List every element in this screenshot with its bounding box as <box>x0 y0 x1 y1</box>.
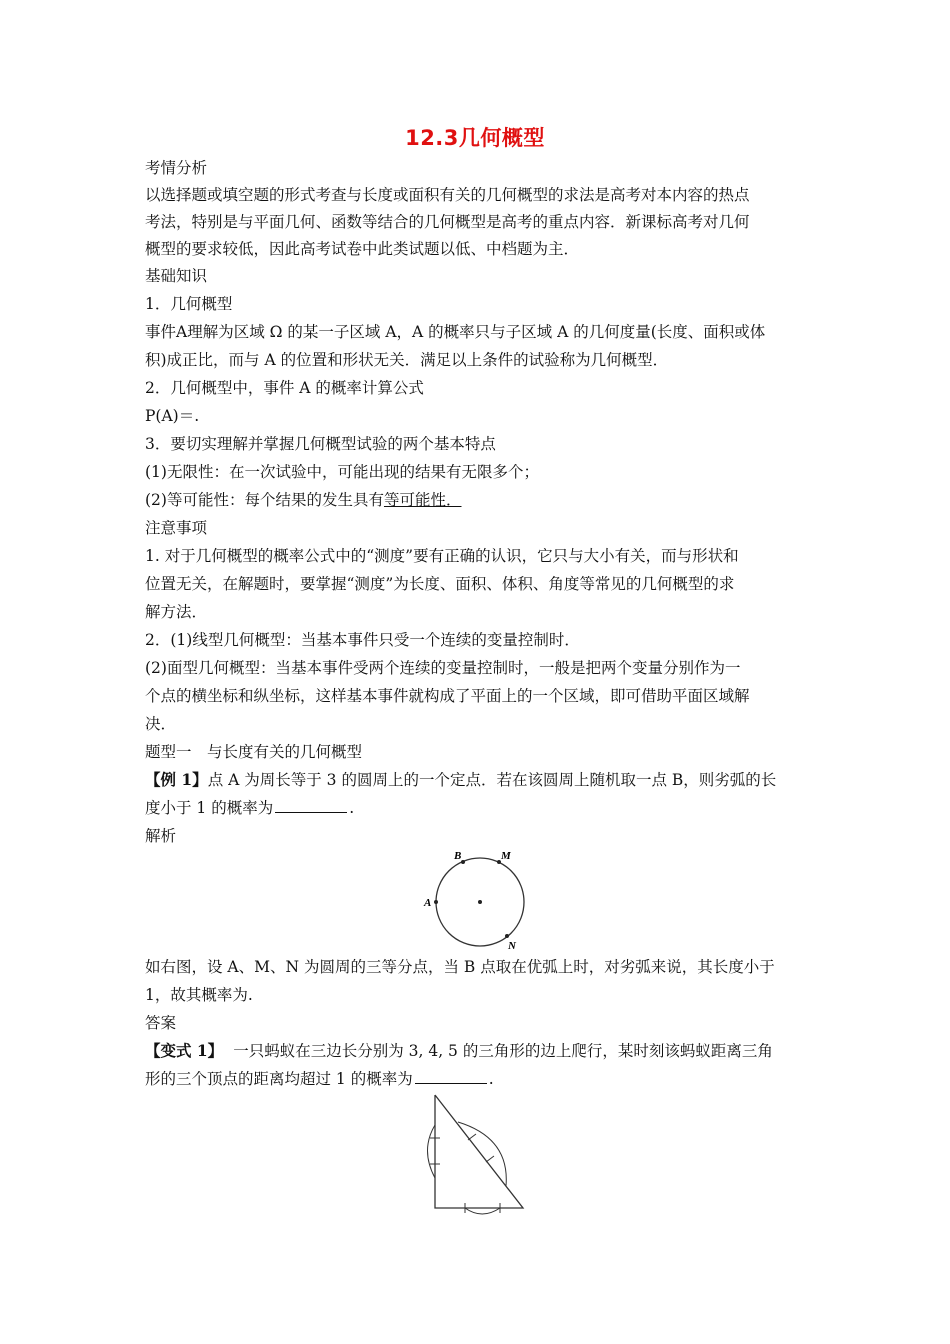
label-b: B <box>454 850 462 862</box>
punctuation: . <box>488 1070 494 1088</box>
triangle-diagram <box>420 1090 535 1220</box>
page-title: 12.3几何概型 <box>405 126 545 150</box>
heading-type-one: 题型一 与长度有关的几何概型 <box>145 743 363 761</box>
paragraph-line: 2．(1)线型几何概型：当基本事件只受一个连续的变量控制时． <box>145 631 580 649</box>
paragraph-line: (1)无限性：在一次试验中，可能出现的结果有无限多个； <box>145 463 539 481</box>
center-point <box>478 900 482 904</box>
label-m: M <box>501 850 511 862</box>
text-span: 形的三个顶点的距离均超过 1 的概率为 <box>145 1070 413 1088</box>
paragraph-line: 解方法． <box>145 603 208 621</box>
heading-exam-analysis: 考情分析 <box>145 159 208 177</box>
paragraph-line: 个点的横坐标和纵坐标，这样基本事件就构成了平面上的一个区域，即可借助平面区域解 <box>145 687 750 705</box>
example-1-text: 点 A 为周长等于 3 的圆周上的一个定点．若在该圆周上随机取一点 B，则劣弧的长 <box>207 771 777 789</box>
subheading: 3．要切实理解并掌握几何概型试验的两个基本特点 <box>145 435 496 453</box>
example-1-label: 【例 1】 <box>145 770 208 789</box>
point-n <box>505 934 509 938</box>
paragraph-line <box>145 490 461 510</box>
answer-blank <box>275 800 347 813</box>
tick <box>486 1156 494 1162</box>
subheading: 2．几何概型中，事件 A 的概率计算公式 <box>145 379 424 397</box>
arc-left <box>428 1125 436 1178</box>
underlined-answer: 等可能性． <box>383 491 462 509</box>
heading-notes: 注意事项 <box>145 519 208 537</box>
circle-diagram <box>420 845 540 955</box>
arc-bottom <box>465 1208 500 1214</box>
variant-1-line <box>145 1041 773 1061</box>
paragraph-line: 以选择题或填空题的形式考查与长度或面积有关的几何概型的求法是高考对本内容的热点 <box>145 186 750 204</box>
paragraph-line: 积)成正比，而与 A 的位置和形状无关．满足以上条件的试验称为几何概型． <box>145 351 669 369</box>
subheading: 1．几何概型 <box>145 295 233 313</box>
text-span: (2)等可能性：每个结果的发生具有 <box>145 491 384 509</box>
paragraph-line: 1. 对于几何概型的概率公式中的“测度”要有正确的认识，它只与大小有关，而与形状和 <box>145 547 739 565</box>
point-a <box>434 900 438 904</box>
example-1-line <box>145 770 776 790</box>
example-1-line <box>145 798 354 818</box>
paragraph-line: 位置无关，在解题时，要掌握“测度”为长度、面积、体积、角度等常见的几何概型的求 <box>145 575 735 593</box>
answer-blank <box>415 1071 487 1084</box>
point-b <box>461 860 465 864</box>
paragraph-line: 事件A理解为区域 Ω 的某一子区域 A，A 的概率只与子区域 A 的几何度量(长度、面积或体 <box>145 323 766 341</box>
text-span: 度小于 1 的概率为 <box>145 799 274 817</box>
variant-1-text: 一只蚂蚁在三边长分别为 3, 4, 5 的三角形的边上爬行，某时刻该蚂蚁距离三角 <box>233 1042 773 1060</box>
paragraph-line: 1，故其概率为. <box>145 986 253 1004</box>
label-a: A <box>424 897 432 909</box>
paragraph-line: 概型的要求较低，因此高考试卷中此类试题以低、中档题为主． <box>145 240 580 258</box>
tick <box>468 1134 476 1140</box>
paragraph-line: (2)面型几何概型：当基本事件受两个连续的变量控制时，一般是把两个变量分别作为一 <box>145 659 741 677</box>
triangle <box>435 1095 523 1208</box>
formula: P(A)＝. <box>145 407 200 425</box>
punctuation: . <box>349 799 355 817</box>
paragraph-line: 考法，特别是与平面几何、函数等结合的几何概型是高考的重点内容．新课标高考对几何 <box>145 213 750 231</box>
paragraph-line: 决． <box>145 715 177 733</box>
variant-1-label: 【变式 1】 <box>145 1041 224 1060</box>
heading-analysis: 解析 <box>145 827 177 845</box>
paragraph-line: 如右图，设 A、M、N 为圆周的三等分点，当 B 点取在优弧上时，对劣弧来说，其长度小于 <box>145 958 775 976</box>
label-n: N <box>508 940 516 952</box>
heading-answer: 答案 <box>145 1014 177 1032</box>
variant-1-line <box>145 1069 494 1089</box>
heading-basic-knowledge: 基础知识 <box>145 267 208 285</box>
